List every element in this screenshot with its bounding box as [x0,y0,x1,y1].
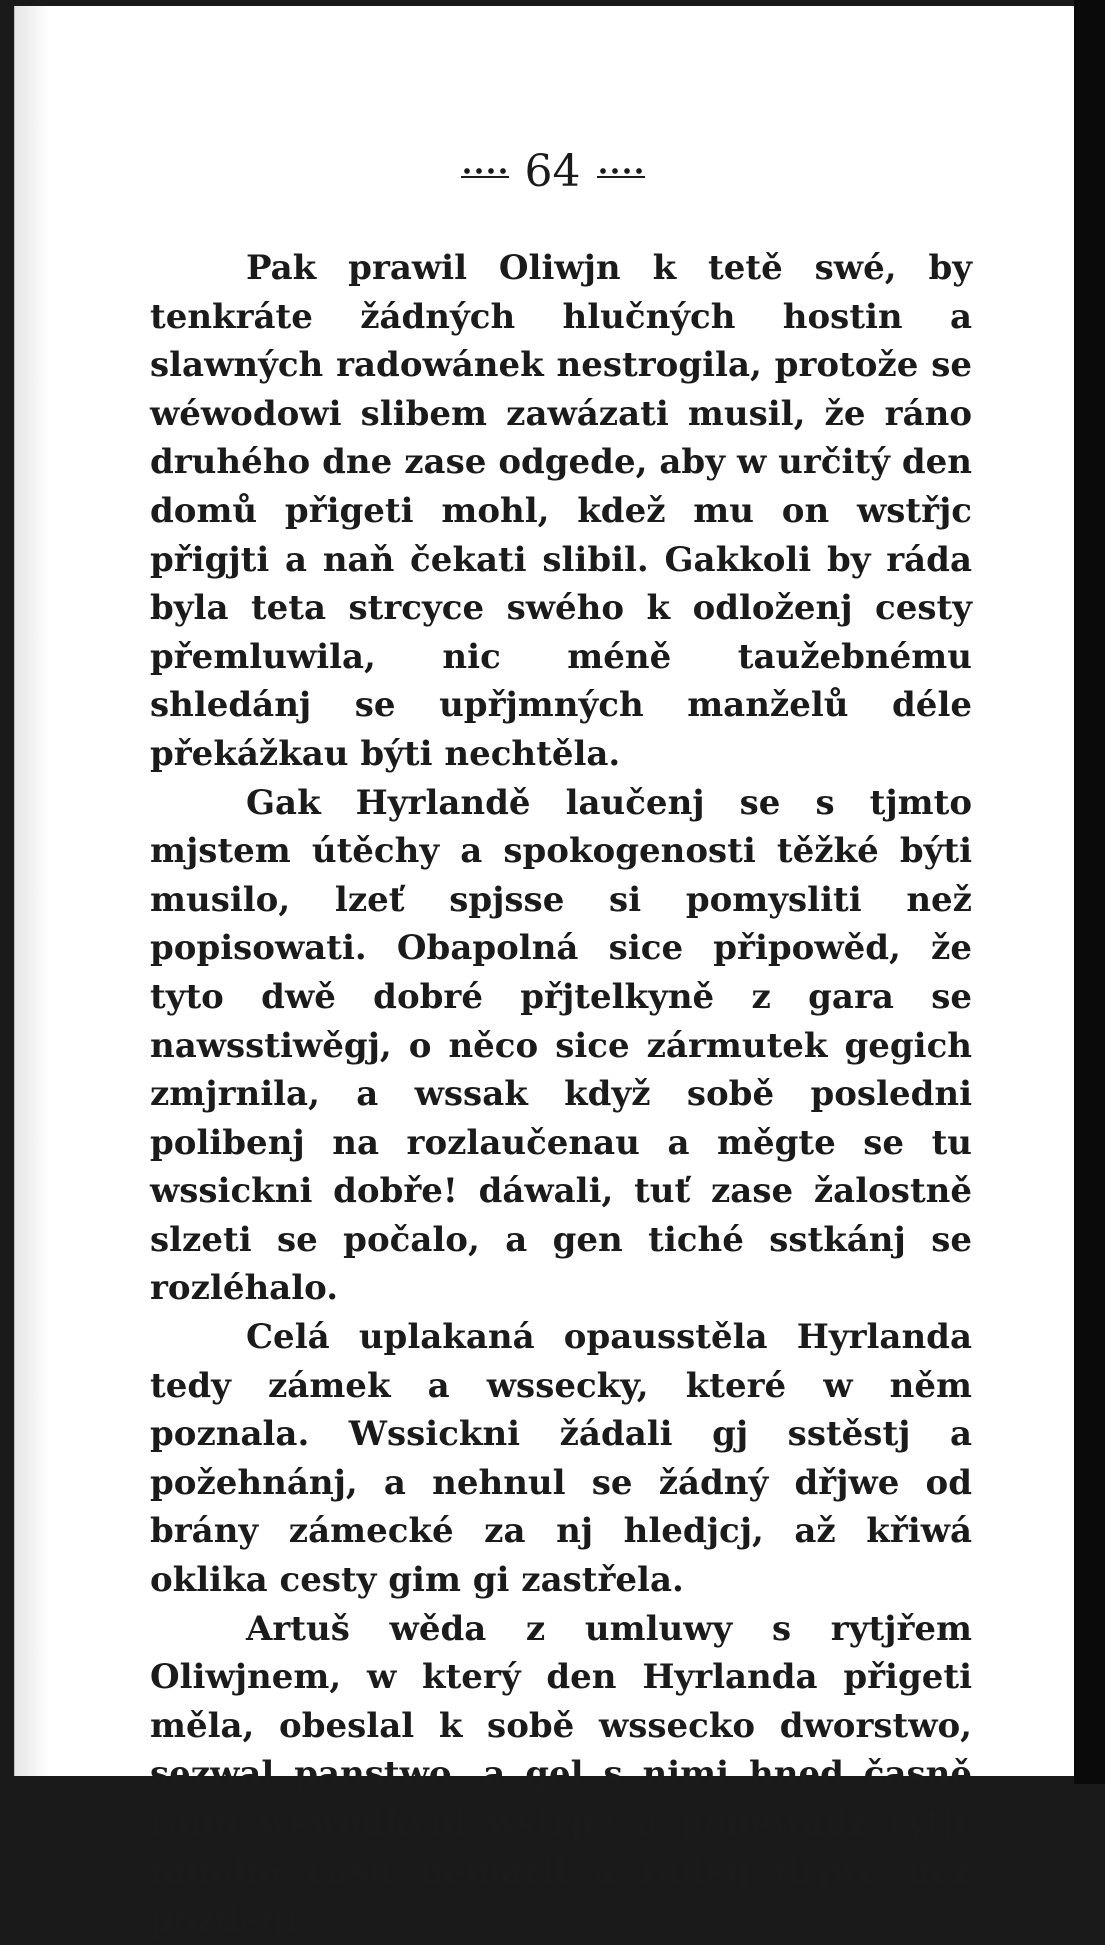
paragraph: Pak prawil Oliwjn k tetě swé, by tenkráte žádných hlučných hostin a slawných radowánek nestrogila, protože se wéwodowi slibem zawázati musil, že ráno druhého dne zase odgede, aby w určitý den domů přigeti mohl, kdež mu on wstřjc přigjti a naň čekati slibil. Gakkoli by ráda byla teta strcyce swého k odloženj cesty přemluwila, nic méně taužebnému shledánj se upřjmných manželů déle překážkau býti nechtěla. [150,248,972,774]
scan-shadow [14,6,50,1776]
ornament-left-icon [461,166,509,178]
page-number: 64 [524,146,581,197]
paragraph: Artuš wěda z umluwy s rytjřem Oliwjnem, w který den Hyrlanda přigeti měla, obeslal k sobě wssecko dworstwo, sezwal panstwo, a gel s nimi hned časně ráno wéwodkyni wstřjc; a poněwadž rytjř mnoho času nemařil a raděg dřjwe než pozděgi [150,1608,972,1941]
paragraph: Celá uplakaná opausstěla Hyrlanda tedy zámek a wssecky, které w něm poznala. Wssickni žádali gj sstěstj a požehnánj, a nehnul se žádný dřjwe od brány zámecké za nj hledjcj, až křiwá oklika cesty gim gi zastřela. [150,1317,972,1601]
scan-edge [1074,0,1105,1784]
ornament-right-icon [597,166,645,178]
paragraph: Gak Hyrlandě laučenj se s tjmto mjstem útěchy a spokogenosti těžké býti musilo, lzeť spjsse si pomysliti než popisowati. Obapolná sice připowěd, že tyto dwě dobré přjtelkyně z gara se nawsstiwěgj, o něco sice zármutek gegich zmjrnila, a wssak když sobě posledni polibenj na rozlaučenau a měgte se tu wssickni dobře! dáwali, tuť zase žalostně slzeti se počalo, a gen tiché sstkánj se rozléhalo. [150,782,972,1309]
page-header [0,146,1105,197]
page-body [150,244,972,1945]
